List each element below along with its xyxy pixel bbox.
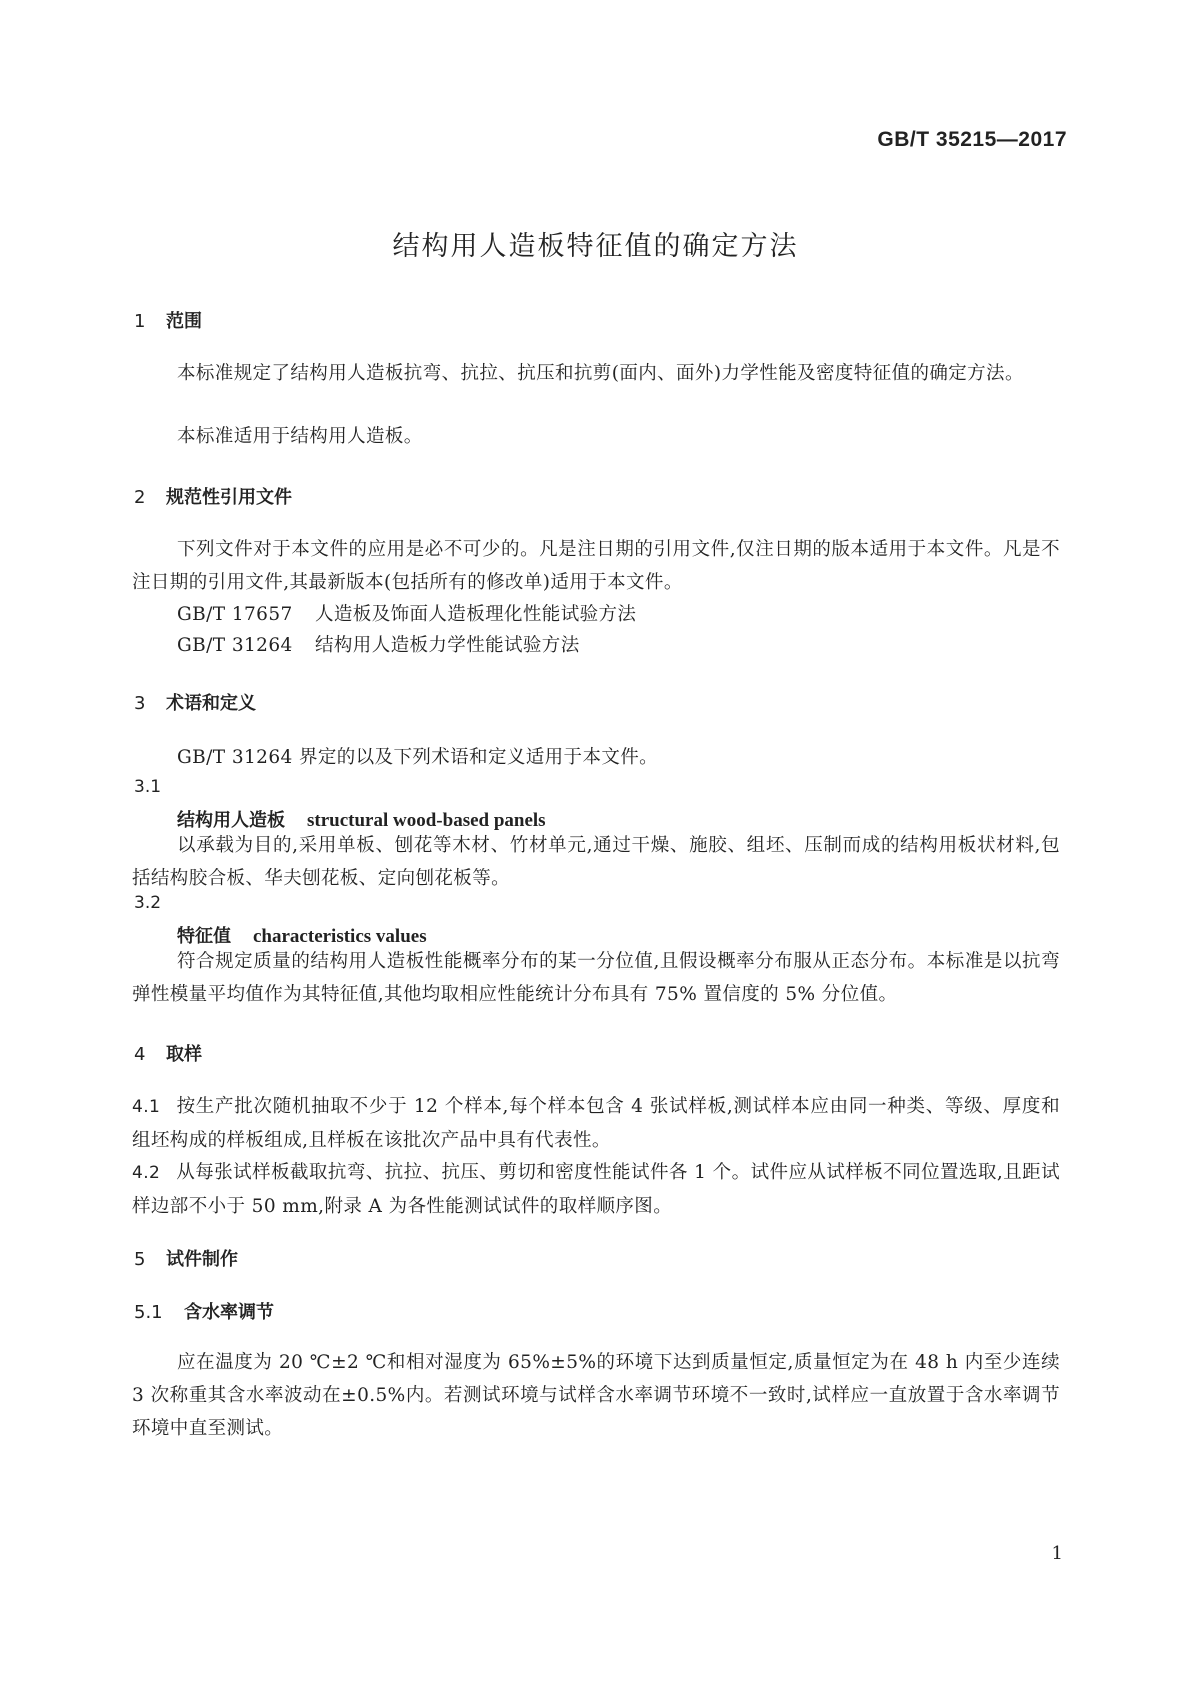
term-number: 3.2 xyxy=(134,893,162,913)
clause-4-1 xyxy=(132,1090,1060,1157)
clause-4-2 xyxy=(132,1156,1060,1223)
section-number: 5 xyxy=(134,1249,146,1270)
section-3-paragraph-1: GB/T 31264 界定的以及下列术语和定义适用于本文件。 xyxy=(177,747,659,768)
section-5-heading xyxy=(134,1245,238,1271)
term-definition: 以承载为目的,采用单板、刨花等木材、竹材单元,通过干燥、施胶、组坯、压制而成的结构用板状材料,包括结构胶合板、华夫刨花板、定向刨花板等。 xyxy=(132,835,1060,889)
clause-number: 4.2 xyxy=(132,1163,161,1183)
section-4-heading xyxy=(134,1040,202,1066)
term-definition: 符合规定质量的结构用人造板性能概率分布的某一分位值,且假设概率分布服从正态分布。本标准是以抗弯弹性模量平均值作为其特征值,其他均取相应性能统计分布具有 75% 置信度的 5% 分位值。 xyxy=(132,951,1060,1005)
section-1-paragraph-2: 本标准适用于结构用人造板。 xyxy=(177,426,423,447)
reference-code: GB/T 17657 xyxy=(177,604,293,625)
reference-code: GB/T 31264 xyxy=(177,635,293,656)
page-number: 1 xyxy=(1051,1543,1063,1564)
section-title: 范围 xyxy=(166,311,202,332)
section-title: 术语和定义 xyxy=(166,693,256,714)
subsection-number: 5.1 xyxy=(134,1302,163,1323)
section-3-heading xyxy=(134,689,256,715)
subsection-5-1-paragraph: 应在温度为 20 ℃±2 ℃和相对湿度为 65%±5%的环境下达到质量恒定,质量恒定为在 48 h 内至少连续 3 次称重其含水率波动在±0.5%内。若测试环境与试样含水率调节环境不一致时,试样应一直放置于含水率调节环境中直至测试。 xyxy=(132,1352,1060,1439)
term-english: structural wood-based panels xyxy=(307,810,546,831)
clause-number: 4.1 xyxy=(132,1097,161,1117)
reference-title: 结构用人造板力学性能试验方法 xyxy=(315,635,580,656)
clause-text: 按生产批次随机抽取不少于 12 个样本,每个样本包含 4 张试样板,测试样本应由同一种类、等级、厚度和组坯构成的样板组成,且样板在该批次产品中具有代表性。 xyxy=(132,1096,1060,1151)
section-number: 1 xyxy=(134,311,146,332)
normative-reference xyxy=(177,631,580,657)
term-english: characteristics values xyxy=(253,926,427,947)
term-chinese: 结构用人造板 xyxy=(177,810,285,831)
standard-code: GB/T 35215—2017 xyxy=(877,128,1067,151)
section-2-paragraph-1: 下列文件对于本文件的应用是必不可少的。凡是注日期的引用文件,仅注日期的版本适用于本文件。凡是不注日期的引用文件,其最新版本(包括所有的修改单)适用于本文件。 xyxy=(132,539,1060,593)
document-title: 结构用人造板特征值的确定方法 xyxy=(392,231,799,262)
section-title: 试件制作 xyxy=(166,1249,238,1270)
subsection-title: 含水率调节 xyxy=(184,1302,274,1323)
clause-text: 从每张试样板截取抗弯、抗拉、抗压、剪切和密度性能试件各 1 个。试件应从试样板不同位置选取,且距试样边部不小于 50 mm,附录 A 为各性能测试试件的取样顺序图。 xyxy=(132,1162,1060,1217)
term-chinese: 特征值 xyxy=(177,926,231,947)
section-number: 3 xyxy=(134,693,146,714)
reference-title: 人造板及饰面人造板理化性能试验方法 xyxy=(315,604,637,625)
section-1-heading xyxy=(134,307,202,333)
section-number: 4 xyxy=(134,1044,146,1065)
section-number: 2 xyxy=(134,487,146,508)
section-2-heading xyxy=(134,483,292,509)
section-1-paragraph-1: 本标准规定了结构用人造板抗弯、抗拉、抗压和抗剪(面内、面外)力学性能及密度特征值的确定方法。 xyxy=(177,363,1024,384)
section-title: 取样 xyxy=(166,1044,202,1065)
section-title: 规范性引用文件 xyxy=(166,487,292,508)
normative-reference xyxy=(177,600,636,626)
subsection-5-1-heading xyxy=(134,1298,274,1324)
term-number: 3.1 xyxy=(134,777,162,797)
